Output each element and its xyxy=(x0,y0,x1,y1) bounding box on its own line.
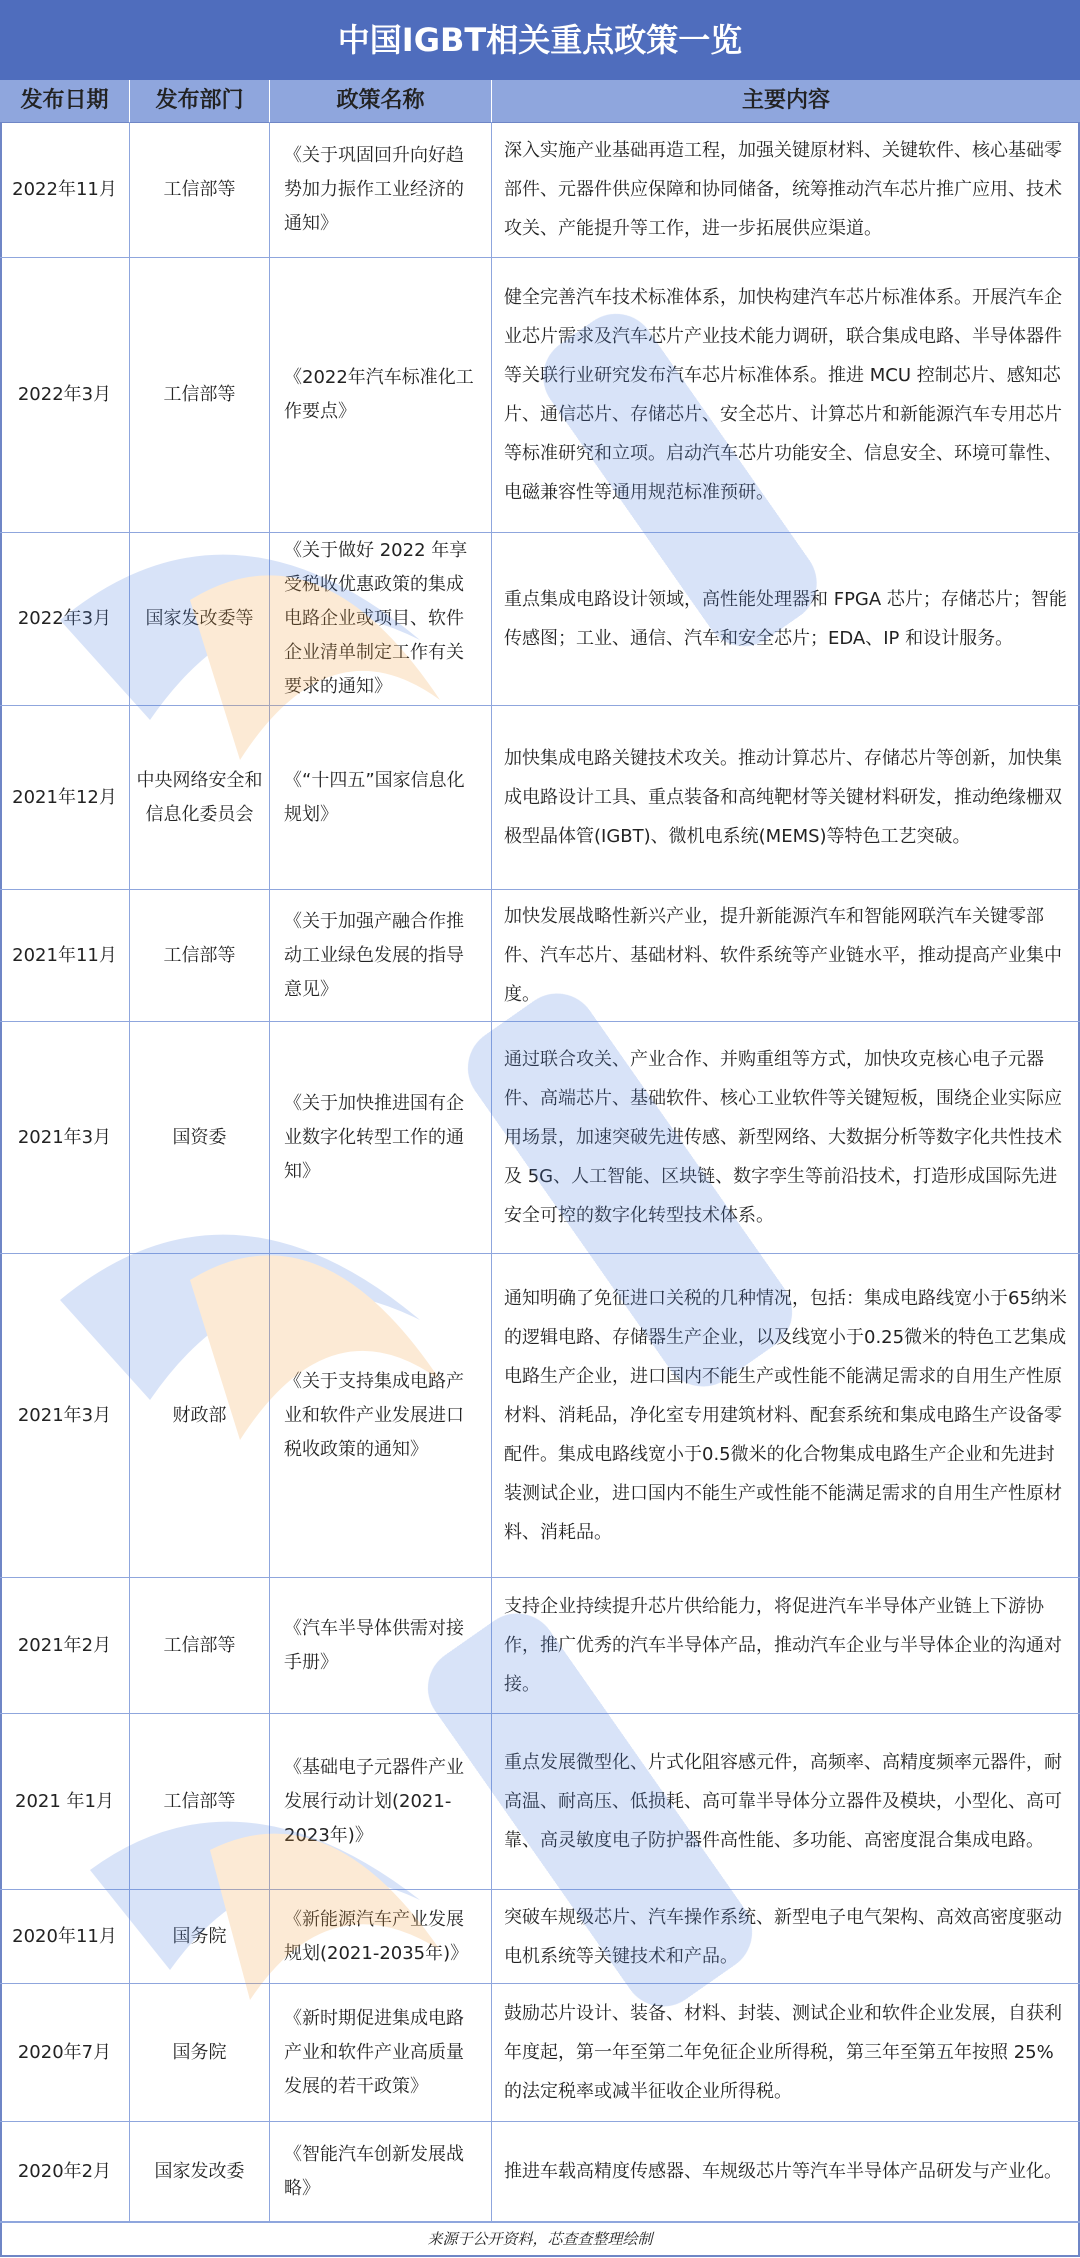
header-dept: 发布部门 xyxy=(130,80,270,122)
cell-content xyxy=(492,1714,1080,1889)
table-row xyxy=(0,1254,1080,1578)
cell-dept-text: 国资委 xyxy=(172,1126,227,1148)
cell-date-text: 2021年12月 xyxy=(12,786,117,808)
cell-policy-name-text: 《关于加快推进国有企业数字化转型工作的通知》 xyxy=(284,1092,464,1182)
cell-content-text: 加快集成电路关键技术攻关。推动计算芯片、存储芯片等创新，加快集成电路设计工具、重点装备和高纯靶材等关键材料研发，推动绝缘栅双极型晶体管(IGBT)、微机电系统(MEMS)等特色工艺突破。 xyxy=(504,748,1062,847)
cell-date xyxy=(0,2122,130,2221)
cell-policy-name xyxy=(270,1254,492,1577)
cell-policy-name xyxy=(270,706,492,889)
cell-date-text: 2021 年1月 xyxy=(15,1790,114,1812)
cell-content xyxy=(492,706,1080,889)
cell-date-text: 2020年2月 xyxy=(17,2160,112,2182)
cell-policy-name xyxy=(270,1984,492,2121)
cell-dept xyxy=(130,258,270,532)
cell-policy-name-text: 《关于巩固回升向好趋势加力振作工业经济的通知》 xyxy=(284,144,464,234)
cell-content xyxy=(492,1022,1080,1253)
cell-content xyxy=(492,1578,1080,1713)
table-row xyxy=(0,2122,1080,2222)
cell-dept xyxy=(130,890,270,1021)
cell-policy-name xyxy=(270,122,492,257)
cell-date xyxy=(0,1254,130,1577)
cell-dept-text: 工信部等 xyxy=(163,944,236,966)
cell-dept xyxy=(130,122,270,257)
cell-policy-name-text: 《2022年汽车标准化工作要点》 xyxy=(284,367,474,422)
cell-date-text: 2021年3月 xyxy=(17,1404,112,1426)
cell-content xyxy=(492,2122,1080,2221)
cell-dept xyxy=(130,533,270,705)
cell-date xyxy=(0,258,130,532)
cell-content-text: 通知明确了免征进口关税的几种情况，包括：集成电路线宽小于65纳米的逻辑电路、存储器生产企业，以及线宽小于0.25微米的特色工艺集成电路生产企业，进口国内不能生产或性能不能满足需求的自用生产性原材料、消耗品，净化室专用建筑材料、配套系统和集成电路生产设备零配件。集成电路线宽小于0.5微米的化合物集成电路生产企业和先进封装测试企业，进口国内不能生产或性能不能满足需求的自用生产性原材料、消耗品。 xyxy=(504,1288,1067,1543)
cell-date xyxy=(0,1022,130,1253)
cell-date xyxy=(0,890,130,1021)
cell-content-text: 深入实施产业基础再造工程，加强关键原材料、关键软件、核心基础零部件、元器件供应保障和协同储备，统筹推动汽车芯片推广应用、技术攻关、产能提升等工作，进一步拓展供应渠道。 xyxy=(504,140,1062,239)
table-row xyxy=(0,706,1080,890)
cell-content xyxy=(492,533,1080,705)
cell-dept-text: 工信部等 xyxy=(163,384,236,405)
table-row xyxy=(0,122,1080,258)
table-row xyxy=(0,258,1080,533)
cell-dept-text: 国家发改委等 xyxy=(145,608,254,629)
cell-dept xyxy=(130,1022,270,1253)
table-row xyxy=(0,1714,1080,1890)
cell-dept-text: 财政部 xyxy=(172,1404,227,1426)
cell-content-text: 重点集成电路设计领域，高性能处理器和 FPGA 芯片；存储芯片；智能传感图；工业、通信、汽车和安全芯片；EDA、IP 和设计服务。 xyxy=(504,589,1067,649)
source-note: 来源于公开资料，芯查查整理绘制 xyxy=(0,2222,1080,2258)
cell-policy-name-text: 《智能汽车创新发展战略》 xyxy=(284,2143,464,2199)
cell-content xyxy=(492,1254,1080,1577)
cell-content-text: 健全完善汽车技术标准体系，加快构建汽车芯片标准体系。开展汽车企业芯片需求及汽车芯片产业技术能力调研，联合集成电路、半导体器件等关联行业研究发布汽车芯片标准体系。推进 MCU 控制芯片、感知芯片、通信芯片、存储芯片、安全芯片、计算芯片和新能源汽车专用芯片等标准研究和立项。启动汽车芯片功能安全、信息安全、环境可靠性、电磁兼容性等通用规范标准预研。 xyxy=(504,287,1062,503)
table-row xyxy=(0,1022,1080,1254)
cell-date xyxy=(0,1714,130,1889)
header-content: 主要内容 xyxy=(741,88,830,113)
cell-dept xyxy=(130,1254,270,1577)
table-header xyxy=(0,80,1080,123)
cell-policy-name xyxy=(270,258,492,532)
header-date: 发布日期 xyxy=(0,80,130,122)
cell-dept-text: 国家发改委 xyxy=(154,2160,245,2182)
cell-date-text: 2021年3月 xyxy=(17,1126,112,1148)
cell-policy-name-text: 《新能源汽车产业发展规划(2021-2035年)》 xyxy=(284,1908,469,1964)
cell-policy-name-text: 《新时期促进集成电路产业和软件产业高质量发展的若干政策》 xyxy=(284,2007,464,2097)
cell-policy-name-text: 《汽车半导体供需对接手册》 xyxy=(284,1617,464,1673)
cell-policy-name xyxy=(270,2122,492,2221)
table-row xyxy=(0,533,1080,706)
cell-policy-name xyxy=(270,1890,492,1983)
cell-content xyxy=(492,258,1080,532)
cell-dept-text: 国务院 xyxy=(172,1925,227,1947)
cell-policy-name-text: 《“十四五”国家信息化规划》 xyxy=(284,769,465,825)
cell-policy-name xyxy=(270,533,492,705)
cell-date xyxy=(0,706,130,889)
cell-date xyxy=(0,1578,130,1713)
cell-dept-text: 工信部等 xyxy=(163,1790,236,1812)
cell-date xyxy=(0,533,130,705)
cell-content-text: 鼓励芯片设计、装备、材料、封装、测试企业和软件企业发展，自获利年度起，第一年至第二年免征企业所得税，第三年至第五年按照 25%的法定税率或减半征收企业所得税。 xyxy=(504,2003,1062,2102)
cell-dept xyxy=(130,1578,270,1713)
cell-dept xyxy=(130,1984,270,2121)
cell-date xyxy=(0,1984,130,2121)
cell-date xyxy=(0,1890,130,1983)
cell-policy-name xyxy=(270,1578,492,1713)
cell-content xyxy=(492,1890,1080,1983)
cell-content xyxy=(492,122,1080,257)
cell-content xyxy=(492,890,1080,1021)
cell-content-text: 加快发展战略性新兴产业，提升新能源汽车和智能网联汽车关键零部件、汽车芯片、基础材料、软件系统等产业链水平，推动提高产业集中度。 xyxy=(504,906,1062,1005)
cell-dept xyxy=(130,706,270,889)
cell-dept-text: 工信部等 xyxy=(163,1634,236,1656)
cell-dept-text: 国务院 xyxy=(172,2041,227,2063)
page-title: 中国IGBT相关重点政策一览 xyxy=(0,0,1080,82)
cell-date-text: 2020年11月 xyxy=(12,1925,117,1947)
cell-content-text: 支持企业持续提升芯片供给能力，将促进汽车半导体产业链上下游协作，推广优秀的汽车半导体产品，推动汽车企业与半导体企业的沟通对接。 xyxy=(504,1596,1062,1695)
cell-policy-name xyxy=(270,890,492,1021)
cell-dept xyxy=(130,2122,270,2221)
cell-content-text: 突破车规级芯片、汽车操作系统、新型电子电气架构、高效高密度驱动电机系统等关键技术和产品。 xyxy=(504,1906,1062,1967)
cell-policy-name-text: 《关于加强产融合作推动工业绿色发展的指导意见》 xyxy=(284,910,464,1000)
cell-dept xyxy=(130,1714,270,1889)
cell-policy-name-text: 《关于做好 2022 年享受税收优惠政策的集成电路企业或项目、软件企业清单制定工作有关要求的通知》 xyxy=(284,540,468,697)
cell-date xyxy=(0,122,130,257)
cell-date-text: 2022年3月 xyxy=(17,608,112,629)
cell-policy-name xyxy=(270,1714,492,1889)
cell-date-text: 2021年11月 xyxy=(12,944,117,966)
cell-dept-text: 中央网络安全和信息化委员会 xyxy=(136,769,263,825)
cell-content-text: 通过联合攻关、产业合作、并购重组等方式，加快攻克核心电子元器件、高端芯片、基础软件、核心工业软件等关键短板，围绕企业实际应用场景，加速突破先进传感、新型网络、大数据分析等数字化共性技术及 5G、人工智能、区块链、数字孪生等前沿技术，打造形成国际先进安全可控的数字化转型技术体系。 xyxy=(504,1049,1062,1226)
cell-dept-text: 工信部等 xyxy=(163,178,236,200)
cell-policy-name xyxy=(270,1022,492,1253)
cell-date-text: 2020年7月 xyxy=(17,2041,112,2063)
table-row xyxy=(0,1984,1080,2122)
cell-policy-name-text: 《关于支持集成电路产业和软件产业发展进口税收政策的通知》 xyxy=(284,1370,464,1460)
cell-policy-name-text: 《基础电子元器件产业发展行动计划(2021-2023年)》 xyxy=(284,1756,464,1846)
cell-dept xyxy=(130,1890,270,1983)
header-policy-name: 政策名称 xyxy=(270,80,492,122)
cell-date-text: 2021年2月 xyxy=(17,1634,112,1656)
cell-date-text: 2022年11月 xyxy=(12,178,117,200)
cell-content xyxy=(492,1984,1080,2121)
table-row xyxy=(0,890,1080,1022)
table-row xyxy=(0,1890,1080,1984)
cell-date-text: 2022年3月 xyxy=(17,384,112,405)
cell-content-text: 重点发展微型化、片式化阻容感元件，高频率、高精度频率元器件，耐高温、耐高压、低损耗、高可靠半导体分立器件及模块，小型化、高可靠、高灵敏度电子防护器件高性能、多功能、高密度混合集成电路。 xyxy=(504,1752,1062,1851)
table-row xyxy=(0,1578,1080,1714)
cell-content-text: 推进车载高精度传感器、车规级芯片等汽车半导体产品研发与产业化。 xyxy=(504,2161,1062,2182)
